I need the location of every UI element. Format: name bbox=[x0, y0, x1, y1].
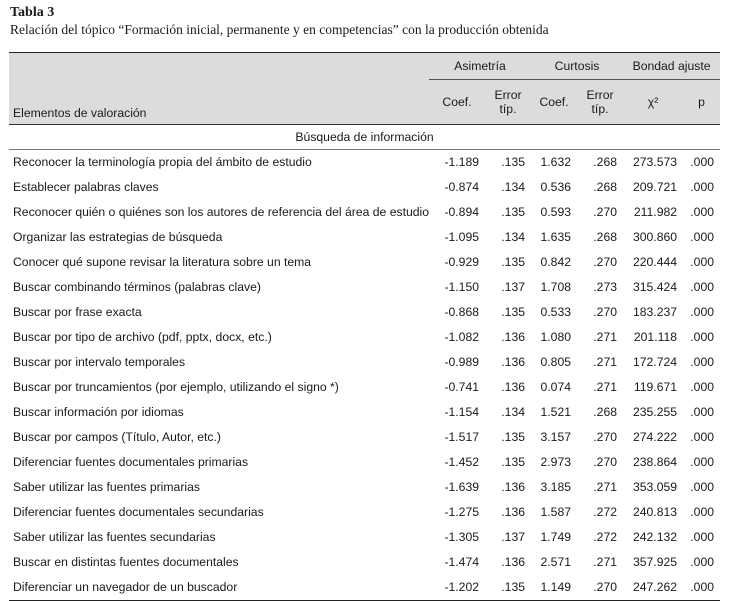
cell-chi-square: 238.864 bbox=[632, 455, 678, 469]
cell-asim-coef: -1.202 bbox=[429, 575, 485, 601]
cell-asim-coef: -1.275 bbox=[444, 505, 479, 519]
cell-asim-error: .136 bbox=[501, 380, 526, 394]
cell-chi-square: 220.444 bbox=[632, 255, 678, 269]
cell-asim-error: .134 bbox=[501, 230, 526, 244]
cell-p-value: .000 bbox=[690, 255, 715, 269]
header-asim-error: Error típ. bbox=[494, 87, 522, 116]
cell-asim-coef: -0.874 bbox=[444, 180, 479, 194]
table-row bbox=[9, 450, 720, 475]
cell-curt-error: .271 bbox=[593, 330, 618, 344]
row-label: Reconocer la terminología propia del ámbito de estudio bbox=[13, 155, 312, 169]
cell-asim-coef: -1.154 bbox=[444, 405, 479, 419]
cell-curt-error: .270 bbox=[593, 205, 618, 219]
table-row bbox=[9, 149, 720, 175]
cell-p-value: .000 bbox=[690, 530, 715, 544]
cell-asim-error: .136 bbox=[501, 355, 526, 369]
cell-asim-error: .134 bbox=[501, 405, 526, 419]
cell-chi-square: 172.724 bbox=[632, 355, 678, 369]
cell-curt-coef: 1.080 bbox=[540, 330, 572, 344]
cell-chi-square: 240.813 bbox=[632, 505, 678, 519]
header-elementos: Elementos de valoración bbox=[13, 105, 147, 120]
row-label: Buscar información por idiomas bbox=[13, 405, 184, 419]
cell-curt-error: .271 bbox=[593, 380, 618, 394]
cell-asim-coef: -1.517 bbox=[444, 430, 479, 444]
cell-asim-error: .136 bbox=[501, 505, 526, 519]
cell-curt-coef: 1.149 bbox=[531, 575, 577, 601]
cell-chi-square: 211.982 bbox=[633, 205, 678, 219]
cell-curt-coef: 2.973 bbox=[540, 455, 572, 469]
cell-asim-coef: -1.189 bbox=[444, 155, 479, 169]
cell-curt-error: .268 bbox=[593, 180, 618, 194]
row-label: Organizar las estrategias de búsqueda bbox=[13, 230, 223, 244]
cell-p-value: .000 bbox=[690, 280, 715, 294]
row-label: Saber utilizar las fuentes primarias bbox=[13, 480, 200, 494]
table-number: Tabla 3 bbox=[10, 5, 55, 20]
cell-p-value: .000 bbox=[690, 455, 715, 469]
header-p: p bbox=[698, 94, 705, 109]
cell-curt-coef: 0.533 bbox=[540, 305, 572, 319]
cell-curt-error: .271 bbox=[593, 480, 618, 494]
cell-chi-square: 300.860 bbox=[632, 230, 678, 244]
table-description: Relación del tópico “Formación inicial, permanente y en competencias” con la producción obtenida bbox=[10, 22, 549, 37]
table-row bbox=[9, 250, 720, 275]
cell-asim-coef: -1.150 bbox=[444, 280, 479, 294]
cell-asim-coef: -1.305 bbox=[444, 530, 479, 544]
cell-chi-square: 209.721 bbox=[632, 180, 678, 194]
cell-asim-coef: -0.868 bbox=[444, 305, 479, 319]
cell-curt-coef: 0.805 bbox=[540, 355, 572, 369]
row-label: Saber utilizar las fuentes secundarias bbox=[13, 530, 216, 544]
cell-p-value: .000 bbox=[683, 575, 720, 601]
cell-asim-error: .135 bbox=[501, 155, 526, 169]
table-row bbox=[9, 525, 720, 550]
table-row bbox=[9, 225, 720, 250]
header-blank bbox=[9, 53, 429, 80]
table-row bbox=[9, 200, 720, 225]
table-row bbox=[9, 575, 720, 601]
cell-curt-coef: 0.593 bbox=[540, 205, 572, 219]
cell-asim-coef: -0.929 bbox=[444, 255, 479, 269]
cell-p-value: .000 bbox=[690, 180, 715, 194]
cell-curt-error: .268 bbox=[593, 155, 618, 169]
cell-asim-coef: -1.639 bbox=[444, 480, 479, 494]
cell-curt-error: .270 bbox=[593, 455, 618, 469]
header-curtosis: Curtosis bbox=[531, 53, 623, 80]
header-asim-coef: Coef. bbox=[442, 94, 472, 109]
cell-asim-error: .135 bbox=[501, 455, 526, 469]
cell-curt-coef: 1.635 bbox=[540, 230, 572, 244]
cell-chi-square: 315.424 bbox=[632, 280, 678, 294]
cell-curt-error: .270 bbox=[593, 430, 618, 444]
header-chi-square: χ² bbox=[647, 94, 659, 109]
cell-curt-coef: 0.536 bbox=[540, 180, 572, 194]
row-label: Buscar por truncamientos (por ejemplo, utilizando el signo *) bbox=[13, 380, 339, 394]
cell-curt-error: .271 bbox=[593, 555, 618, 569]
cell-p-value: .000 bbox=[690, 230, 715, 244]
cell-curt-coef: 1.587 bbox=[540, 505, 572, 519]
cell-asim-coef: -1.082 bbox=[444, 330, 479, 344]
row-label: Buscar por tipo de archivo (pdf, pptx, docx, etc.) bbox=[13, 330, 272, 344]
cell-curt-coef: 0.074 bbox=[540, 380, 572, 394]
row-label: Diferenciar fuentes documentales primarias bbox=[13, 455, 249, 469]
cell-p-value: .000 bbox=[690, 430, 715, 444]
cell-chi-square: 201.118 bbox=[633, 330, 678, 344]
cell-curt-coef: 2.571 bbox=[540, 555, 572, 569]
cell-asim-coef: -0.894 bbox=[444, 205, 479, 219]
cell-p-value: .000 bbox=[690, 480, 715, 494]
cell-p-value: .000 bbox=[690, 355, 715, 369]
cell-curt-coef: 1.749 bbox=[540, 530, 572, 544]
cell-asim-coef: -1.095 bbox=[444, 230, 479, 244]
cell-curt-error: .270 bbox=[577, 575, 623, 601]
cell-curt-coef: 0.842 bbox=[540, 255, 572, 269]
sub-header-row bbox=[9, 80, 720, 125]
cell-p-value: .000 bbox=[690, 205, 715, 219]
row-label: Buscar por intervalo temporales bbox=[13, 355, 186, 369]
cell-asim-error: .135 bbox=[501, 205, 526, 219]
cell-chi-square: 235.255 bbox=[632, 405, 678, 419]
table-row bbox=[9, 400, 720, 425]
table-row bbox=[9, 550, 720, 575]
row-label: Buscar por frase exacta bbox=[13, 305, 142, 319]
cell-p-value: .000 bbox=[690, 380, 715, 394]
cell-asim-error: .137 bbox=[501, 280, 526, 294]
cell-asim-error: .134 bbox=[501, 180, 526, 194]
table-row bbox=[9, 500, 720, 525]
cell-p-value: .000 bbox=[690, 405, 715, 419]
cell-curt-coef: 1.632 bbox=[540, 155, 572, 169]
cell-chi-square: 183.237 bbox=[632, 305, 678, 319]
cell-asim-coef: -0.741 bbox=[444, 380, 479, 394]
cell-asim-coef: -0.989 bbox=[444, 355, 479, 369]
cell-asim-error: .136 bbox=[501, 555, 526, 569]
statistics-table bbox=[9, 52, 720, 601]
row-label: Buscar en distintas fuentes documentales bbox=[13, 555, 239, 569]
cell-chi-square: 247.262 bbox=[623, 575, 683, 601]
header-curt-coef: Coef. bbox=[539, 94, 569, 109]
cell-curt-error: .272 bbox=[593, 505, 618, 519]
cell-curt-error: .270 bbox=[593, 255, 618, 269]
cell-chi-square: 119.671 bbox=[633, 380, 678, 394]
section-row bbox=[9, 124, 720, 149]
cell-p-value: .000 bbox=[690, 155, 715, 169]
cell-curt-error: .268 bbox=[593, 405, 618, 419]
table-row bbox=[9, 275, 720, 300]
header-asimetria: Asimetría bbox=[429, 53, 531, 80]
cell-asim-coef: -1.474 bbox=[444, 555, 479, 569]
cell-p-value: .000 bbox=[690, 505, 715, 519]
cell-curt-error: .268 bbox=[593, 230, 618, 244]
row-label: Diferenciar fuentes documentales secundarias bbox=[13, 505, 264, 519]
cell-chi-square: 273.573 bbox=[632, 155, 678, 169]
cell-curt-coef: 1.708 bbox=[540, 280, 572, 294]
cell-asim-error: .136 bbox=[501, 330, 526, 344]
cell-asim-coef: -1.452 bbox=[444, 455, 479, 469]
cell-asim-error: .135 bbox=[501, 430, 526, 444]
cell-asim-error: .137 bbox=[501, 530, 526, 544]
table-row bbox=[9, 325, 720, 350]
row-label: Reconocer quién o quiénes son los autores de referencia del área de estudio bbox=[13, 205, 430, 219]
header-curt-error: Error típ. bbox=[586, 87, 614, 116]
cell-asim-error: .135 bbox=[501, 255, 526, 269]
cell-chi-square: 353.059 bbox=[632, 480, 678, 494]
cell-curt-error: .271 bbox=[593, 355, 618, 369]
cell-chi-square: 357.925 bbox=[632, 555, 678, 569]
section-title: Búsqueda de información bbox=[9, 124, 720, 149]
cell-curt-error: .270 bbox=[593, 305, 618, 319]
table-row bbox=[9, 375, 720, 400]
row-label: Establecer palabras claves bbox=[13, 180, 159, 194]
cell-chi-square: 242.132 bbox=[632, 530, 678, 544]
cell-p-value: .000 bbox=[690, 305, 715, 319]
row-label: Conocer qué supone revisar la literatura sobre un tema bbox=[13, 255, 312, 269]
row-label: Buscar combinando términos (palabras clave) bbox=[13, 280, 261, 294]
cell-asim-error: .135 bbox=[501, 305, 526, 319]
cell-curt-coef: 3.185 bbox=[540, 480, 572, 494]
cell-p-value: .000 bbox=[690, 330, 715, 344]
header-bondad-ajuste: Bondad ajuste bbox=[623, 53, 720, 80]
cell-curt-error: .273 bbox=[593, 280, 618, 294]
cell-curt-coef: 1.521 bbox=[540, 405, 572, 419]
table-caption bbox=[10, 4, 549, 38]
table-row bbox=[9, 175, 720, 200]
cell-p-value: .000 bbox=[690, 555, 715, 569]
table-row bbox=[9, 425, 720, 450]
cell-curt-error: .272 bbox=[593, 530, 618, 544]
table-row bbox=[9, 300, 720, 325]
row-label: Buscar por campos (Título, Autor, etc.) bbox=[13, 430, 221, 444]
cell-asim-error: .135 bbox=[485, 575, 531, 601]
table-container bbox=[9, 52, 720, 601]
table-row bbox=[9, 350, 720, 375]
group-header-row bbox=[9, 53, 720, 80]
cell-curt-coef: 3.157 bbox=[540, 430, 572, 444]
cell-asim-error: .136 bbox=[501, 480, 526, 494]
table-row bbox=[9, 475, 720, 500]
row-label: Diferenciar un navegador de un buscador bbox=[9, 575, 429, 601]
cell-chi-square: 274.222 bbox=[632, 430, 678, 444]
